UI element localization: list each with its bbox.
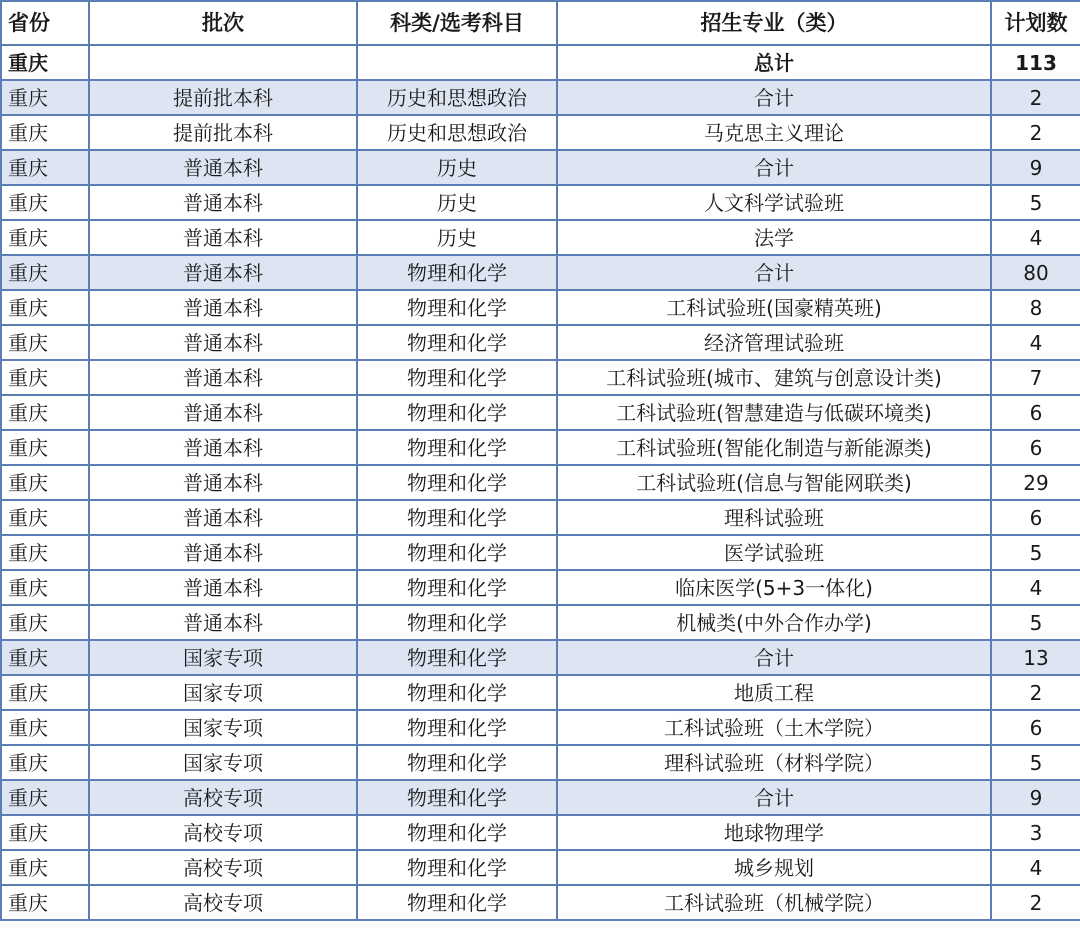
cell-major: 医学试验班 (557, 535, 991, 570)
cell-province: 重庆 (1, 290, 89, 325)
subtotal-row (1, 780, 1080, 815)
cell-major: 工科试验班(城市、建筑与创意设计类) (557, 360, 991, 395)
cell-batch: 普通本科 (89, 150, 357, 185)
table-row (1, 500, 1080, 535)
cell-subject: 物理和化学 (357, 395, 557, 430)
cell-subject: 历史 (357, 220, 557, 255)
cell-major: 合计 (557, 255, 991, 290)
cell-batch: 普通本科 (89, 325, 357, 360)
cell-count: 5 (991, 535, 1080, 570)
cell-batch: 普通本科 (89, 360, 357, 395)
cell-count: 2 (991, 885, 1080, 920)
cell-province: 重庆 (1, 430, 89, 465)
table-row (1, 360, 1080, 395)
header-batch: 批次 (89, 1, 357, 45)
cell-subject: 物理和化学 (357, 500, 557, 535)
cell-province: 重庆 (1, 115, 89, 150)
subtotal-row (1, 80, 1080, 115)
cell-province: 重庆 (1, 780, 89, 815)
cell-subject: 历史 (357, 150, 557, 185)
cell-province: 重庆 (1, 465, 89, 500)
cell-count: 8 (991, 290, 1080, 325)
table-row (1, 465, 1080, 500)
cell-batch: 普通本科 (89, 535, 357, 570)
table-row (1, 220, 1080, 255)
table-row (1, 535, 1080, 570)
cell-province: 重庆 (1, 710, 89, 745)
cell-subject: 物理和化学 (357, 255, 557, 290)
cell-subject: 物理和化学 (357, 780, 557, 815)
cell-province: 重庆 (1, 570, 89, 605)
cell-batch: 普通本科 (89, 395, 357, 430)
cell-batch: 国家专项 (89, 710, 357, 745)
cell-major: 工科试验班(智慧建造与低碳环境类) (557, 395, 991, 430)
cell-subject: 历史 (357, 185, 557, 220)
header-subject: 科类/选考科目 (357, 1, 557, 45)
cell-batch: 提前批本科 (89, 115, 357, 150)
table-row (1, 745, 1080, 780)
cell-province: 重庆 (1, 395, 89, 430)
cell-subject: 物理和化学 (357, 570, 557, 605)
cell-batch: 高校专项 (89, 850, 357, 885)
cell-subject: 物理和化学 (357, 710, 557, 745)
cell-province: 重庆 (1, 185, 89, 220)
cell-batch: 高校专项 (89, 815, 357, 850)
table-row (1, 710, 1080, 745)
subtotal-row (1, 150, 1080, 185)
cell-batch (89, 45, 357, 80)
cell-batch: 普通本科 (89, 465, 357, 500)
table-row (1, 185, 1080, 220)
cell-count: 4 (991, 570, 1080, 605)
cell-count: 4 (991, 220, 1080, 255)
cell-count: 2 (991, 80, 1080, 115)
cell-batch: 普通本科 (89, 290, 357, 325)
cell-count: 9 (991, 780, 1080, 815)
cell-major: 理科试验班（材料学院） (557, 745, 991, 780)
cell-subject: 物理和化学 (357, 535, 557, 570)
header-row (1, 1, 1080, 45)
cell-province: 重庆 (1, 80, 89, 115)
cell-batch: 普通本科 (89, 500, 357, 535)
cell-count: 5 (991, 605, 1080, 640)
cell-major: 机械类(中外合作办学) (557, 605, 991, 640)
cell-major: 合计 (557, 780, 991, 815)
table-body (1, 45, 1080, 920)
cell-batch: 普通本科 (89, 605, 357, 640)
grand-total-row (1, 45, 1080, 80)
cell-subject: 物理和化学 (357, 605, 557, 640)
table-row (1, 115, 1080, 150)
cell-count: 9 (991, 150, 1080, 185)
cell-count: 29 (991, 465, 1080, 500)
cell-major: 合计 (557, 80, 991, 115)
cell-major: 地球物理学 (557, 815, 991, 850)
cell-province: 重庆 (1, 640, 89, 675)
cell-batch: 高校专项 (89, 885, 357, 920)
cell-subject: 物理和化学 (357, 640, 557, 675)
cell-subject: 物理和化学 (357, 290, 557, 325)
cell-count: 3 (991, 815, 1080, 850)
table-row (1, 395, 1080, 430)
cell-province: 重庆 (1, 815, 89, 850)
cell-subject: 物理和化学 (357, 325, 557, 360)
cell-subject: 物理和化学 (357, 850, 557, 885)
subtotal-row (1, 640, 1080, 675)
cell-batch: 普通本科 (89, 185, 357, 220)
cell-subject (357, 45, 557, 80)
cell-subject: 物理和化学 (357, 885, 557, 920)
cell-major: 马克思主义理论 (557, 115, 991, 150)
table-header (1, 1, 1080, 45)
cell-province: 重庆 (1, 255, 89, 290)
cell-subject: 物理和化学 (357, 430, 557, 465)
cell-count: 13 (991, 640, 1080, 675)
cell-major: 合计 (557, 150, 991, 185)
cell-province: 重庆 (1, 885, 89, 920)
table-row (1, 290, 1080, 325)
cell-batch: 高校专项 (89, 780, 357, 815)
cell-count: 7 (991, 360, 1080, 395)
cell-batch: 普通本科 (89, 255, 357, 290)
table-row (1, 430, 1080, 465)
cell-province: 重庆 (1, 360, 89, 395)
cell-province: 重庆 (1, 745, 89, 780)
cell-count: 2 (991, 115, 1080, 150)
cell-subject: 物理和化学 (357, 465, 557, 500)
cell-province: 重庆 (1, 535, 89, 570)
cell-major: 人文科学试验班 (557, 185, 991, 220)
cell-major: 工科试验班(信息与智能网联类) (557, 465, 991, 500)
cell-major: 工科试验班（土木学院） (557, 710, 991, 745)
cell-major: 临床医学(5+3一体化) (557, 570, 991, 605)
cell-major: 理科试验班 (557, 500, 991, 535)
cell-count: 4 (991, 850, 1080, 885)
cell-subject: 物理和化学 (357, 675, 557, 710)
cell-province: 重庆 (1, 45, 89, 80)
cell-major: 法学 (557, 220, 991, 255)
cell-major: 城乡规划 (557, 850, 991, 885)
cell-province: 重庆 (1, 500, 89, 535)
cell-count: 4 (991, 325, 1080, 360)
cell-subject: 历史和思想政治 (357, 115, 557, 150)
cell-major: 工科试验班(智能化制造与新能源类) (557, 430, 991, 465)
cell-major: 总计 (557, 45, 991, 80)
cell-batch: 国家专项 (89, 675, 357, 710)
table-row (1, 675, 1080, 710)
cell-batch: 普通本科 (89, 570, 357, 605)
cell-count: 113 (991, 45, 1080, 80)
table-row (1, 325, 1080, 360)
cell-major: 合计 (557, 640, 991, 675)
header-count: 计划数 (991, 1, 1080, 45)
table-row (1, 605, 1080, 640)
cell-province: 重庆 (1, 850, 89, 885)
cell-province: 重庆 (1, 220, 89, 255)
cell-count: 6 (991, 430, 1080, 465)
cell-batch: 国家专项 (89, 640, 357, 675)
cell-subject: 物理和化学 (357, 360, 557, 395)
cell-major: 经济管理试验班 (557, 325, 991, 360)
subtotal-row (1, 255, 1080, 290)
cell-count: 80 (991, 255, 1080, 290)
cell-count: 5 (991, 745, 1080, 780)
cell-count: 5 (991, 185, 1080, 220)
header-province: 省份 (1, 1, 89, 45)
cell-count: 2 (991, 675, 1080, 710)
cell-count: 6 (991, 395, 1080, 430)
cell-batch: 普通本科 (89, 430, 357, 465)
table-row (1, 850, 1080, 885)
table-row (1, 570, 1080, 605)
cell-subject: 物理和化学 (357, 815, 557, 850)
cell-major: 地质工程 (557, 675, 991, 710)
header-major: 招生专业（类） (557, 1, 991, 45)
cell-province: 重庆 (1, 150, 89, 185)
cell-batch: 普通本科 (89, 220, 357, 255)
table-row (1, 885, 1080, 920)
cell-major: 工科试验班（机械学院） (557, 885, 991, 920)
table-row (1, 815, 1080, 850)
cell-major: 工科试验班(国豪精英班) (557, 290, 991, 325)
cell-province: 重庆 (1, 325, 89, 360)
cell-batch: 提前批本科 (89, 80, 357, 115)
cell-province: 重庆 (1, 675, 89, 710)
cell-count: 6 (991, 500, 1080, 535)
cell-subject: 物理和化学 (357, 745, 557, 780)
cell-count: 6 (991, 710, 1080, 745)
cell-province: 重庆 (1, 605, 89, 640)
cell-batch: 国家专项 (89, 745, 357, 780)
cell-subject: 历史和思想政治 (357, 80, 557, 115)
